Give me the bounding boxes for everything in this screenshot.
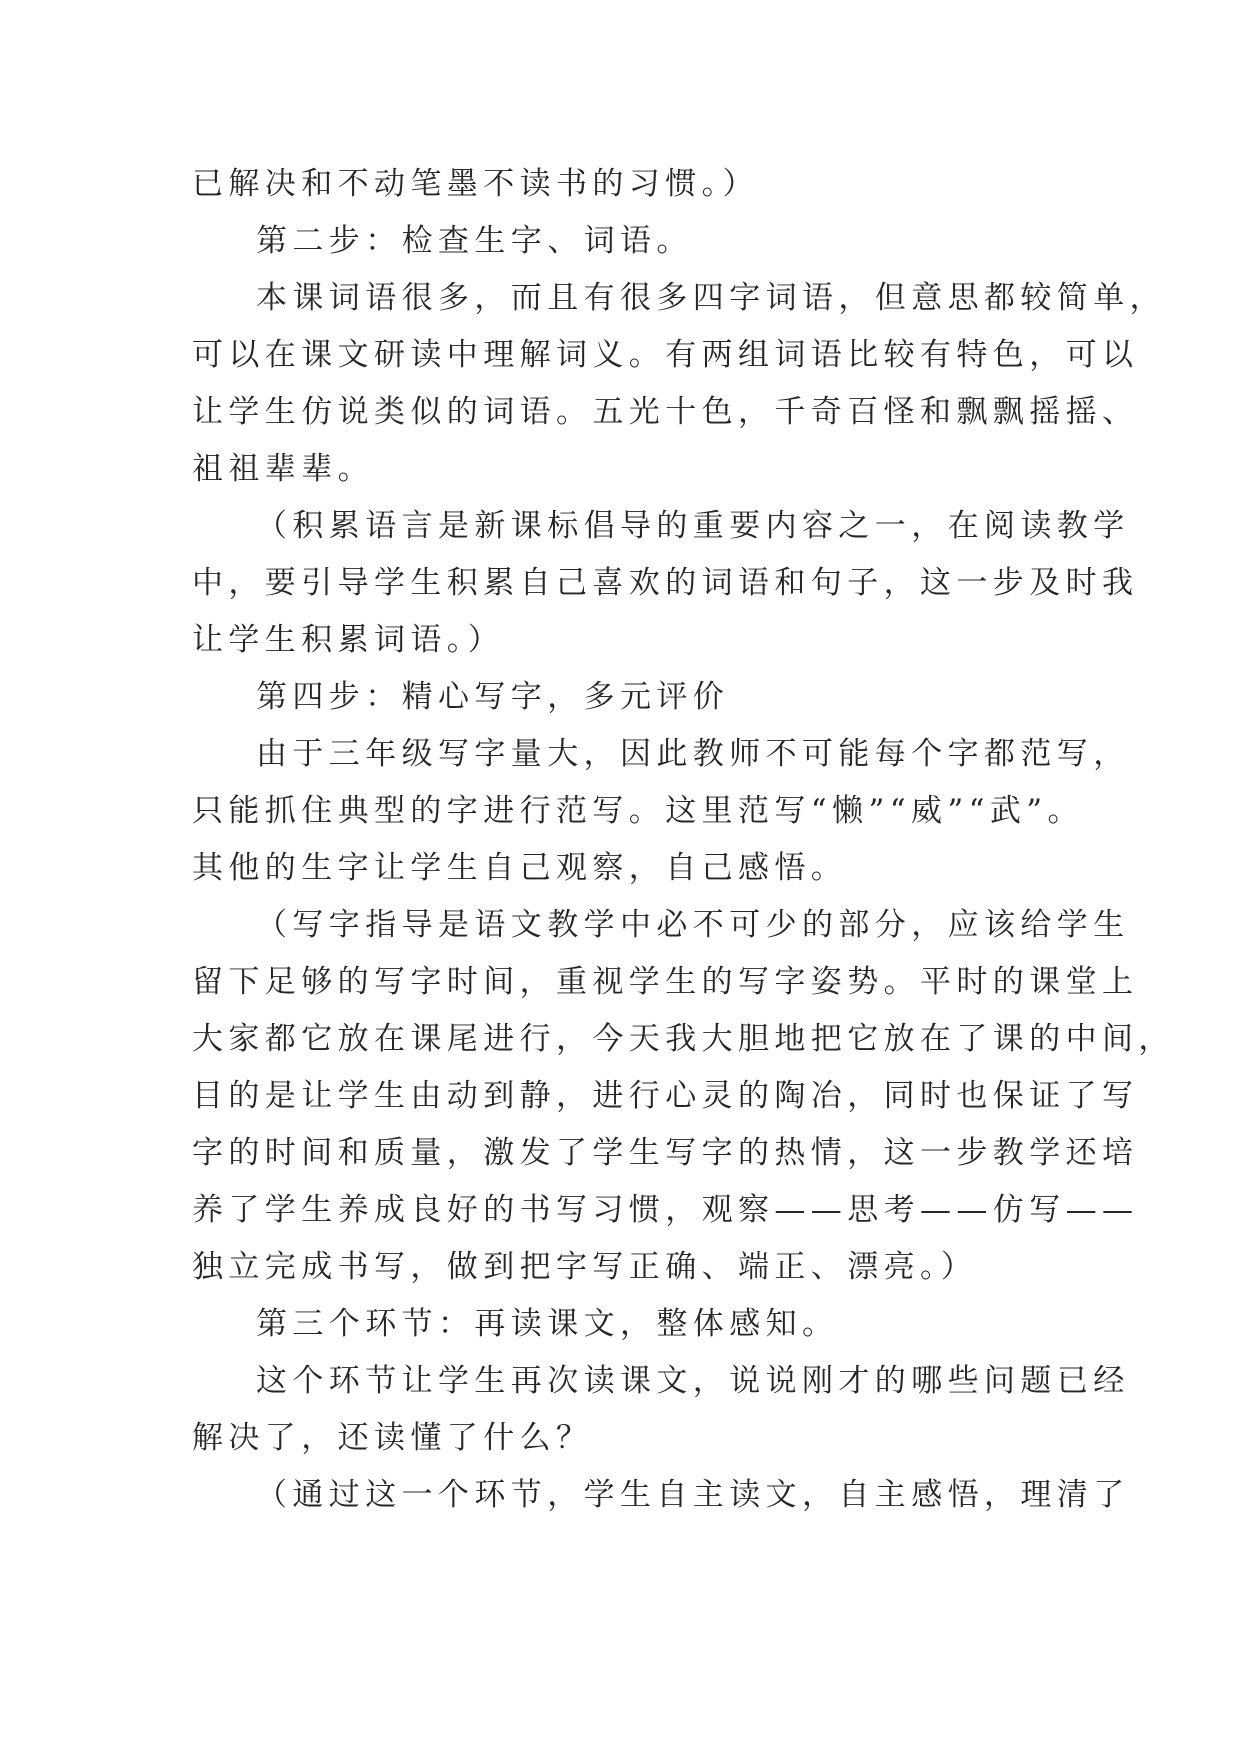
text-line: 本课词语很多，而且有很多四字词语，但意思都较简单， (256, 280, 1166, 316)
text-line: 留下足够的写字时间，重视学生的写字姿势。平时的课堂上 (192, 964, 1139, 1000)
text-line: 大家都它放在课尾进行，今天我大胆地把它放在了课的中间， (192, 1021, 1175, 1057)
text-line: 中，要引导学生积累自己喜欢的词语和句子，这一步及时我 (192, 565, 1139, 601)
text-line: 只能抓住典型的字进行范写。这里范写“懒”“威”“武”。 (192, 793, 1084, 829)
text-line: 其他的生字让学生自己观察，自己感悟。 (192, 850, 848, 886)
text-line: 由于三年级写字量大，因此教师不可能每个字都范写， (256, 736, 1130, 772)
text-line: 养了学生养成良好的书写习惯，观察——思考——仿写—— (192, 1192, 1139, 1228)
text-line: 让学生积累词语。） (192, 622, 505, 658)
section-heading: 第四步：精心写字，多元评价 (256, 679, 730, 715)
text-line: 已解决和不动笔墨不读书的习惯。） (192, 166, 759, 202)
text-line: （通过这一个环节，学生自主读文，自主感悟，理清了 (256, 1477, 1130, 1513)
text-line: 祖祖辈辈。 (192, 451, 374, 487)
text-line: （写字指导是语文教学中必不可少的部分，应该给学生 (256, 907, 1130, 943)
text-line: 目的是让学生由动到静，进行心灵的陶冶，同时也保证了写 (192, 1078, 1139, 1114)
text-line: 可以在课文研读中理解词义。有两组词语比较有特色，可以 (192, 337, 1139, 373)
section-heading: 第二步：检查生字、词语。 (256, 223, 693, 259)
text-line: 这个环节让学生再次读课文，说说刚才的哪些问题已经 (256, 1363, 1130, 1399)
text-line: 让学生仿说类似的词语。五光十色，千奇百怪和飘飘摇摇、 (192, 394, 1139, 430)
text-line: 独立完成书写，做到把字写正确、端正、漂亮。） (192, 1249, 978, 1285)
text-line: （积累语言是新课标倡导的重要内容之一，在阅读教学 (256, 508, 1130, 544)
text-line: 解决了，还读懂了什么？ (192, 1420, 593, 1456)
text-line: 字的时间和质量，激发了学生写字的热情，这一步教学还培 (192, 1135, 1139, 1171)
section-heading: 第三个环节：再读课文，整体感知。 (256, 1306, 839, 1342)
